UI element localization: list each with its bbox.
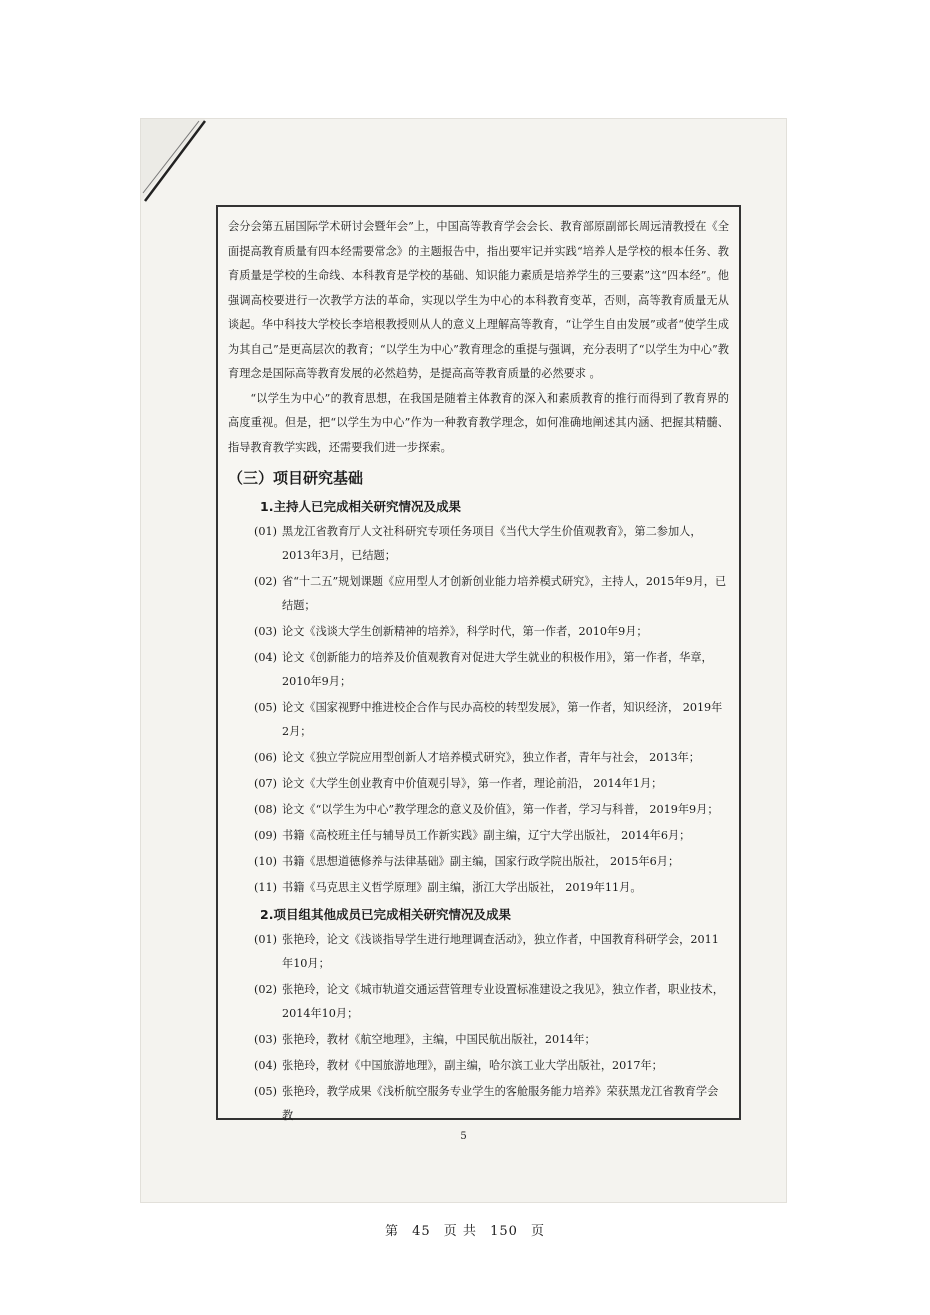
list-item: (06) 论文《独立学院应用型创新人才培养模式研究》，独立作者，青年与社会， 2013年； (254, 751, 700, 764)
list-item: (03) 张艳玲，教材《航空地理》，主编，中国民航出版社，2014年； (254, 1033, 596, 1046)
footer-total-pages: 150 (490, 1224, 518, 1239)
folded-corner-shadow (141, 119, 213, 209)
subsection-2-title: 2.项目组其他成员已完成相关研究情况及成果 (260, 907, 511, 922)
page-footer (0, 1220, 930, 1239)
footer-mid: 页 共 (443, 1224, 477, 1239)
list-item: (02) 省“十二五”规划课题《应用型人才创新创业能力培养模式研究》，主持人，2015年9月，已结题； (254, 575, 727, 612)
scanned-page (140, 118, 787, 1203)
paragraph-2: “以学生为中心”的教育思想，在我国是随着主体教育的深入和素质教育的推行而得到了教育界的高度重视。但是，把“以学生为中心”作为一种教育教学理念，如何准确地阐述其内涵、把握其精髓、指导教育教学实践，还需要我们进一步探索。 (228, 391, 729, 454)
subsection-1-title: 1.主持人已完成相关研究情况及成果 (260, 499, 461, 514)
list-item: (05) 张艳玲，教学成果《浅析航空服务专业学生的客舱服务能力培养》荣获黑龙江省教育学会教 (254, 1085, 719, 1122)
footer-current-page: 45 (412, 1224, 431, 1239)
list-item: (08) 论文《“以学生为中心”教学理念的意义及价值》，第一作者，学习与科普， 2019年9月； (254, 803, 719, 816)
subsection-2-list (228, 928, 729, 1128)
footer-suffix: 页 (531, 1224, 546, 1239)
list-item: (02) 张艳玲，论文《城市轨道交通运营管理专业设置标准建设之我见》，独立作者，职业技术，2014年10月； (254, 983, 724, 1020)
list-item: (04) 论文《创新能力的培养及价值观教育对促进大学生就业的积极作用》，第一作者，华章，2010年9月； (254, 651, 713, 688)
subsection-1-list (228, 520, 729, 900)
list-item: (09) 书籍《高校班主任与辅导员工作新实践》副主编，辽宁大学出版社， 2014年6月； (254, 829, 691, 842)
scan-page-number: 5 (460, 1131, 467, 1142)
list-item: (03) 论文《浅谈大学生创新精神的培养》，科学时代，第一作者，2010年9月； (254, 625, 648, 638)
paragraph-1: 会分会第五届国际学术研讨会暨年会”上，中国高等教育学会会长、教育部原副部长周远清教授在《全面提高教育质量有四本经需要常念》的主题报告中，指出要牢记并实践“培养人是学校的根本任务、教育质量是学校的生命线、本科教育是学校的基础、知识能力素质是培养学生的三要素”这“四本经”。他强调高校要进行一次教学方法的革命，实现以学生为中心的本科教育变革，否则，高等教育质量无从谈起。华中科技大学校长李培根教授则从人的意义上理解高等教育，“让学生自由发展”或者“使学生成为其自己”是更高层次的教育；“以学生为中心”教育理念的重提与强调，充分表明了“以学生为中心”教育理念是国际高等教育发展的必然趋势，是提高高等教育质量的必然要求 。 (228, 220, 729, 380)
list-item: (04) 张艳玲，教材《中国旅游地理》，副主编，哈尔滨工业大学出版社，2017年； (254, 1059, 663, 1072)
list-item: (01) 黑龙江省教育厅人文社科研究专项任务项目《当代大学生价值观教育》，第二参加人，2013年3月，已结题； (254, 525, 702, 562)
section-title: （三）项目研究基础 (228, 469, 364, 487)
document-frame (216, 205, 741, 1120)
list-item: (01) 张艳玲，论文《浅谈指导学生进行地理调查活动》，独立作者，中国教育科研学会，2011年10月； (254, 933, 719, 970)
list-item: (11) 书籍《马克思主义哲学原理》副主编，浙江大学出版社， 2019年11月。 (254, 881, 642, 894)
list-item: (07) 论文《大学生创业教育中价值观引导》，第一作者，理论前沿， 2014年1月； (254, 777, 663, 790)
footer-prefix: 第 (384, 1224, 399, 1239)
list-item: (05) 论文《国家视野中推进校企合作与民办高校的转型发展》，第一作者，知识经济， 2019年2月； (254, 701, 723, 738)
list-item: (10) 书籍《思想道德修养与法律基础》副主编，国家行政学院出版社， 2015年6月； (254, 855, 680, 868)
